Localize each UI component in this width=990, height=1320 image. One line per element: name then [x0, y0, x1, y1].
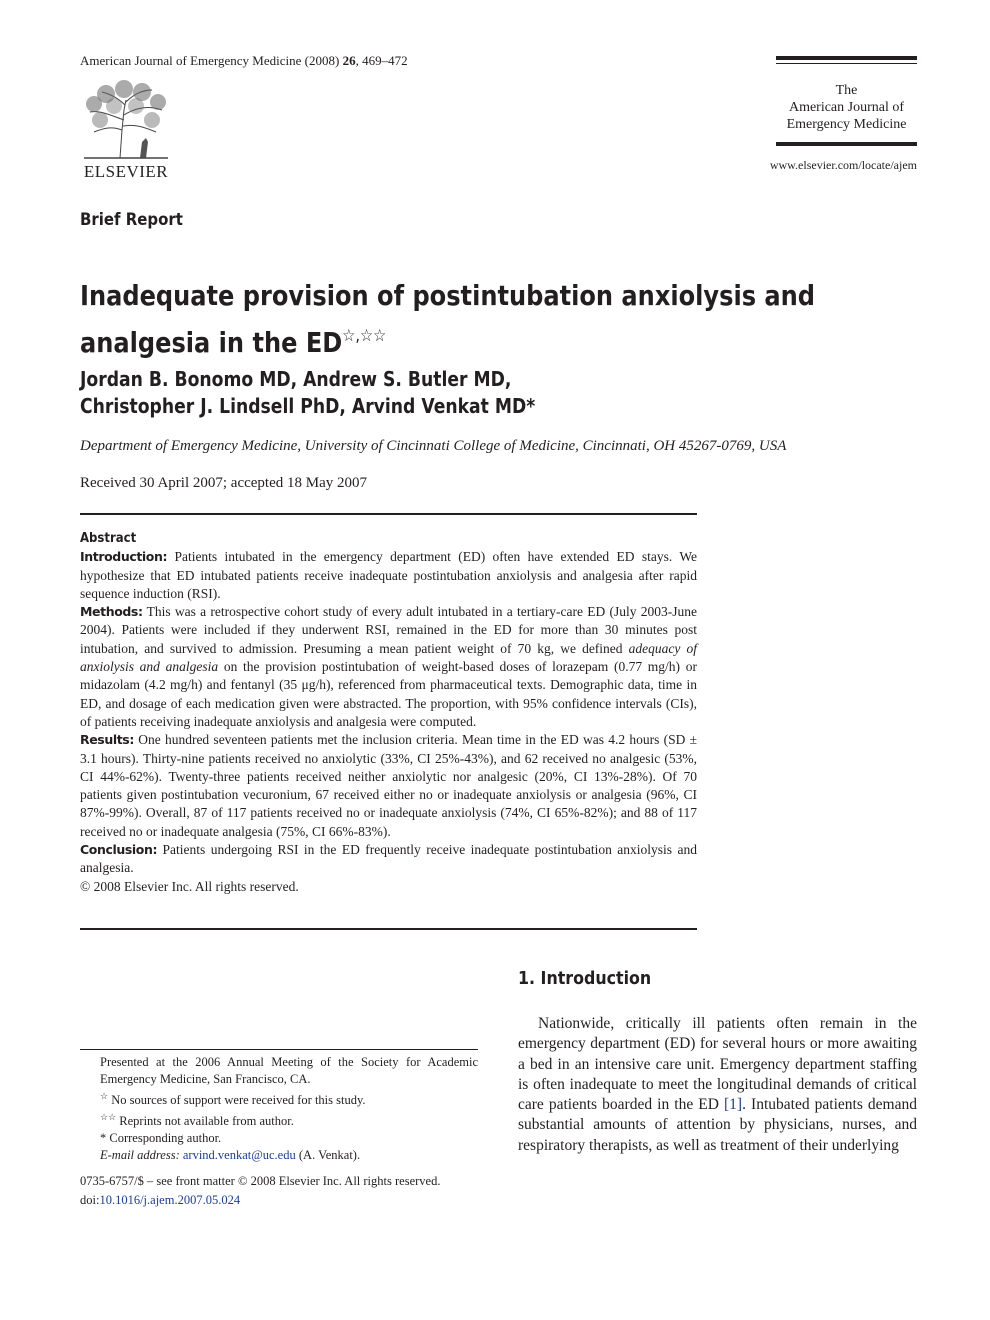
- abstract-bottom-rule: [80, 928, 697, 930]
- journal-volume: 26: [342, 53, 356, 68]
- email-link[interactable]: arvind.venkat@uc.edu: [182, 1147, 296, 1162]
- abstract-text: This was a retrospective cohort study of every adult intubated in a tertiary-care ED (July 2003-June 2004). Patients were included if they underwent RSI, remained in the ED for more than 30 minutes post intubation, and survived to admission. Presuming a mean patient weight of 70 kg, we defined: [80, 604, 697, 656]
- abstract-text: Patients intubated in the emergency department (ED) often have extended ED stays. We hypothesize that ED intubated patients receive inadequate postintubation anxiolysis and analgesia after rapid sequence induction (RSI).: [80, 549, 697, 601]
- journal-name: [776, 82, 917, 133]
- body-text: . Intubated patients demand substantial amounts of attention by physicians, nurses, and respiratory therapists, as well as treatment of their underlying: [518, 1096, 917, 1154]
- journal-masthead: [776, 56, 917, 146]
- issn-line: 0735-6757/$ – see front matter © 2008 Elsevier Inc. All rights reserved.: [80, 1174, 441, 1188]
- footnote-support: [80, 1088, 478, 1109]
- journal-pages: , 469–472: [355, 53, 408, 68]
- received-dates: Received 30 April 2007; accepted 18 May 2007: [80, 475, 368, 491]
- footnote-corresponding: * Corresponding author.: [100, 1130, 222, 1145]
- section-heading: 1. Introduction: [518, 968, 652, 989]
- journal-citation-prefix: American Journal of Emergency Medicine (2008): [80, 53, 343, 68]
- abstract-methods: [80, 603, 697, 731]
- author-list: [80, 366, 596, 420]
- footnote-presented: Presented at the 2006 Annual Meeting of the Society for Academic Emergency Medicine, San Francisco, CA.: [100, 1055, 478, 1086]
- abstract-top-rule: [80, 513, 697, 515]
- abstract-heading: Abstract: [80, 531, 137, 546]
- email-label: E-mail address:: [100, 1147, 180, 1162]
- journal-name-line: American Journal of: [788, 100, 905, 115]
- masthead-rule: [776, 63, 917, 64]
- article-title: [80, 276, 837, 363]
- elsevier-tree-icon: [80, 80, 172, 160]
- journal-citation: [80, 53, 408, 69]
- footnote-mark: ☆: [100, 1090, 109, 1101]
- article-type: Brief Report: [80, 210, 183, 230]
- abstract-emphasis: adequacy of anxiolysis and analgesia: [80, 640, 697, 675]
- citation-link[interactable]: [1]: [724, 1096, 743, 1114]
- doi-line: [80, 1191, 500, 1210]
- email-owner: (A. Venkat).: [295, 1147, 361, 1162]
- footnote-email: [80, 1147, 478, 1164]
- abstract-introduction: [80, 548, 697, 603]
- abstract-label: Conclusion:: [80, 842, 158, 858]
- publisher-wordmark: ELSEVIER: [83, 162, 169, 181]
- abstract-conclusion: [80, 841, 697, 878]
- journal-name-line: Emergency Medicine: [786, 117, 907, 132]
- article-title-text: Inadequate provision of postintubation anxiolysis and analgesia in the ED: [80, 279, 816, 359]
- abstract-text: Patients undergoing RSI in the ED frequently receive inadequate postintubation anxiolysis and analgesia.: [80, 842, 697, 876]
- affiliation: Department of Emergency Medicine, University of Cincinnati College of Medicine, Cincinnati, OH 45267-0769, USA: [80, 438, 787, 454]
- footnotes: [80, 1054, 478, 1164]
- front-matter: [80, 1172, 500, 1209]
- abstract: [80, 530, 697, 896]
- elsevier-logo: [80, 80, 172, 180]
- doi-link[interactable]: 10.1016/j.ajem.2007.05.024: [99, 1192, 241, 1207]
- abstract-results: [80, 731, 697, 841]
- footnote-rule: [80, 1049, 478, 1050]
- footnote-reprints: [80, 1109, 478, 1130]
- author-line: Christopher J. Lindsell PhD, Arvind Venkat MD*: [80, 394, 536, 418]
- abstract-label: Results:: [80, 732, 134, 748]
- introduction-paragraph: [518, 1014, 917, 1156]
- abstract-label: Introduction:: [80, 549, 168, 565]
- footnote-mark: ☆☆: [100, 1111, 117, 1122]
- footnote-text: No sources of support were received for this study.: [108, 1092, 366, 1107]
- journal-name-line: The: [835, 83, 858, 98]
- footnote-text: Reprints not available from author.: [116, 1114, 294, 1129]
- abstract-label: Methods:: [80, 604, 143, 620]
- journal-url[interactable]: www.elsevier.com/locate/ajem: [769, 158, 917, 172]
- abstract-text: One hundred seventeen patients met the inclusion criteria. Mean time in the ED was 4.2 hours (SD ± 3.1 hours). Thirty-nine patients received no anxiolytic (33%, CI 25%-43%), and 62 received no analgesic (53%, CI 44%-62%). Twenty-three patients received neither anxiolytic nor analgesic (20%, CI 13%-28%). Of 70 patients given postintubation vecuronium, 67 received either no or inadequate anxiolysis or analgesia (96%, CI 87%-99%). Overall, 87 of 117 patients received no or inadequate anxiolysis (74%, CI 65%-82%); and 88 of 117 received no or inadequate analgesia (75%, CI 66%-83%).: [80, 732, 697, 839]
- doi-label: doi:: [80, 1192, 100, 1207]
- author-line: Jordan B. Bonomo MD, Andrew S. Butler MD,: [80, 367, 512, 391]
- body-text: Nationwide, critically ill patients often remain in the emergency department (ED) for several hours or more awaiting a bed in an intensive care unit. Emergency department staffing is often inadequate to meet the longitudinal demands of critical care patients boarded in the ED: [518, 1015, 917, 1114]
- abstract-copyright: © 2008 Elsevier Inc. All rights reserved.: [80, 878, 299, 894]
- abstract-text: on the provision postintubation of weight-based doses of lorazepam (0.77 mg/h) or midazolam (4.2 mg/h) and fentanyl (35 μg/h), referenced from pharmaceutical texts. Demographic data, time in ED, and dosage of each medication given were abstracted. The proportion, with 95% confidence intervals (CIs), of patients receiving inadequate anxiolysis and analgesia were computed.: [80, 659, 697, 729]
- title-footnote-marks[interactable]: ☆,☆☆: [342, 326, 387, 346]
